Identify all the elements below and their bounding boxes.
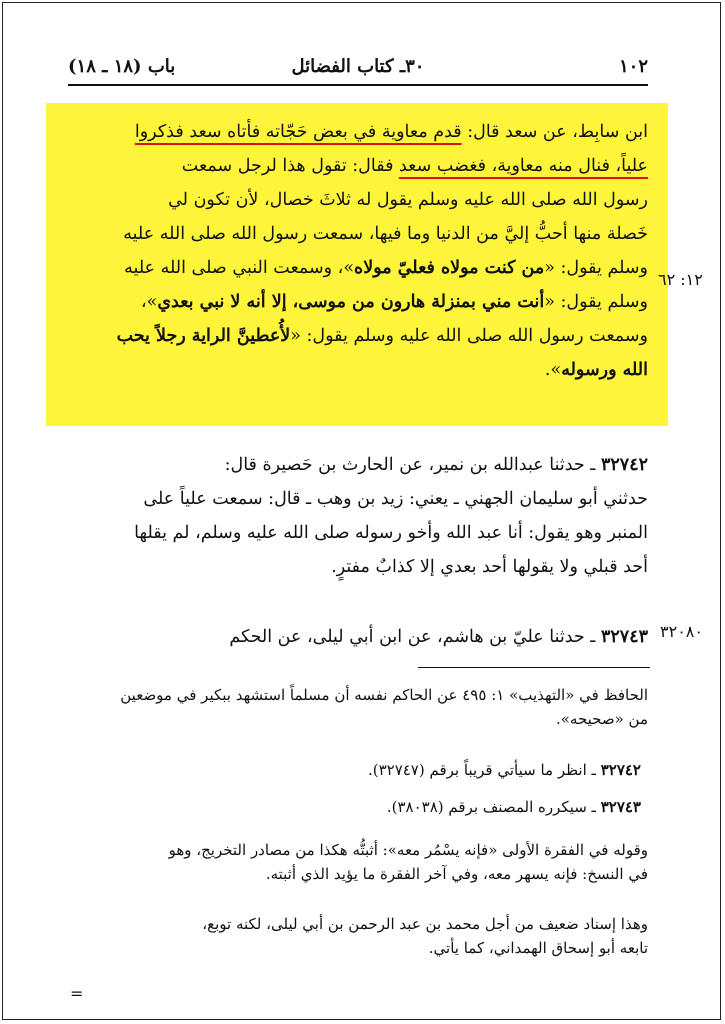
hadith-line: ٣٢٧٤٣ ـ حدثنا عليّ بن هاشم، عن ابن أبي ليلى، عن الحكم	[229, 627, 648, 647]
hadith-line: ٣٢٧٤٢ ـ حدثنا عبدالله بن نمير، عن الحارث بن حَصيرة قال:	[224, 455, 648, 475]
bold-quote: أنت مني بمنزلة هارون من موسى، إلا أنه لا نبي بعدي	[157, 292, 545, 312]
footnote-hafiz	[64, 683, 648, 731]
hadith-line: المنبر وهو يقول: أنا عبد الله وأخو رسوله صلى الله عليه وسلم، لم يقلها	[134, 523, 648, 543]
footnote-line: وهذا إسناد ضعيف من أجل محمد بن عبد الرحمن بن أبي ليلى، لكنه توبع،	[202, 915, 648, 933]
footnote-variant-reading	[64, 838, 648, 886]
passage-line: خَصلة منها أحبُّ إليَّ من الدنيا وما فيها، سمعت رسول الله صلى الله عليه	[123, 224, 648, 244]
passage-line: ابن سابِط، عن سعد قال: قدم معاوية في بعض حَجّاته فأتاه سعد فذكروا	[134, 122, 648, 142]
running-header	[68, 56, 648, 86]
footnote-separator	[418, 667, 650, 668]
footnote-line: وقوله في الفقرة الأولى «فإنه يسْمُر معه»: أثبتُّه هكذا من مصادر التخريج، وهو	[168, 841, 648, 859]
footnote-line: تابعه أبو إسحاق الهمداني، كما يأتي.	[428, 939, 648, 957]
footnote-line: من «صحيحه».	[555, 710, 648, 728]
passage-line: الله ورسوله».	[544, 360, 648, 380]
bold-quote: لأُعطينَّ الراية رجلاً يحب	[116, 326, 291, 346]
hadith-number: ٣٢٧٤٢	[601, 455, 648, 475]
footnote-32742: ٣٢٧٤٢ ـ انظر ما سيأتي قريباً برقم (٣٢٧٤٧).	[367, 761, 641, 779]
margin-reference: ١٢: ٦٢	[658, 270, 703, 289]
hadith-line: أحد قبلي ولا يقولها أحد بعدي إلا كذابٌ مفترٍ.	[331, 557, 648, 577]
hadith-32742	[64, 448, 648, 584]
hadith-number: ٣٢٧٤٣	[601, 627, 648, 647]
footnote-line: الحافظ في «التهذيب» ١: ٤٩٥ عن الحاكم نفسه أن مسلماً استشهد ببكير في موضعين	[120, 686, 648, 704]
passage-line: رسول الله صلى الله عليه وسلم يقول له ثلاثَ خصال، لأن تكون لي	[168, 190, 648, 210]
bold-quote: الله ورسوله	[561, 360, 648, 380]
passage-line: علياً، فنال منه معاوية، فغضب سعد فقال: تقول هذا لرجل سمعت	[181, 156, 648, 176]
passage-line: وسلم يقول: «أنت مني بمنزلة هارون من موسى، إلا أنه لا نبي بعدي»،	[140, 292, 648, 312]
margin-reference: ٣٢٠٨٠	[660, 622, 703, 641]
continuation-mark: =	[70, 984, 84, 1003]
footnote-32743: ٣٢٧٤٣ ـ سيكرره المصنف برقم (٣٨٠٣٨).	[386, 798, 641, 816]
footnote-number: ٣٢٧٤٣	[600, 798, 641, 816]
hadith-32743	[64, 620, 648, 654]
footnote-line: في النسخ: فإنه يسهر معه، وفي آخر الفقرة ما يؤيد الذي أثبته.	[265, 865, 648, 883]
highlighted-passage	[64, 115, 648, 387]
book-title: ٣٠ـ كتاب الفضائل	[291, 56, 425, 77]
chapter-label: باب (١٨ ـ ١٨)	[68, 56, 176, 77]
page-number: ١٠٢	[618, 56, 648, 77]
footnote-isnad	[64, 912, 648, 960]
passage-line: وسلم يقول: «من كنت مولاه فعليّ مولاه»، وسمعت النبي صلى الله عليه	[124, 258, 648, 278]
red-underlined-text: علياً، فنال منه معاوية، فغضب سعد	[399, 156, 648, 176]
hadith-line: حدثني أبو سليمان الجهني ـ يعني: زيد بن وهب ـ قال: سمعت علياً على	[143, 489, 648, 509]
bold-quote: من كنت مولاه فعليّ مولاه	[354, 258, 545, 278]
red-underlined-text: قدم معاوية في بعض حَجّاته فأتاه سعد فذكروا	[134, 122, 462, 142]
passage-line: وسمعت رسول الله صلى الله عليه وسلم يقول: «لأُعطينَّ الراية رجلاً يحب	[116, 326, 648, 346]
footnote-number: ٣٢٧٤٢	[600, 761, 641, 779]
